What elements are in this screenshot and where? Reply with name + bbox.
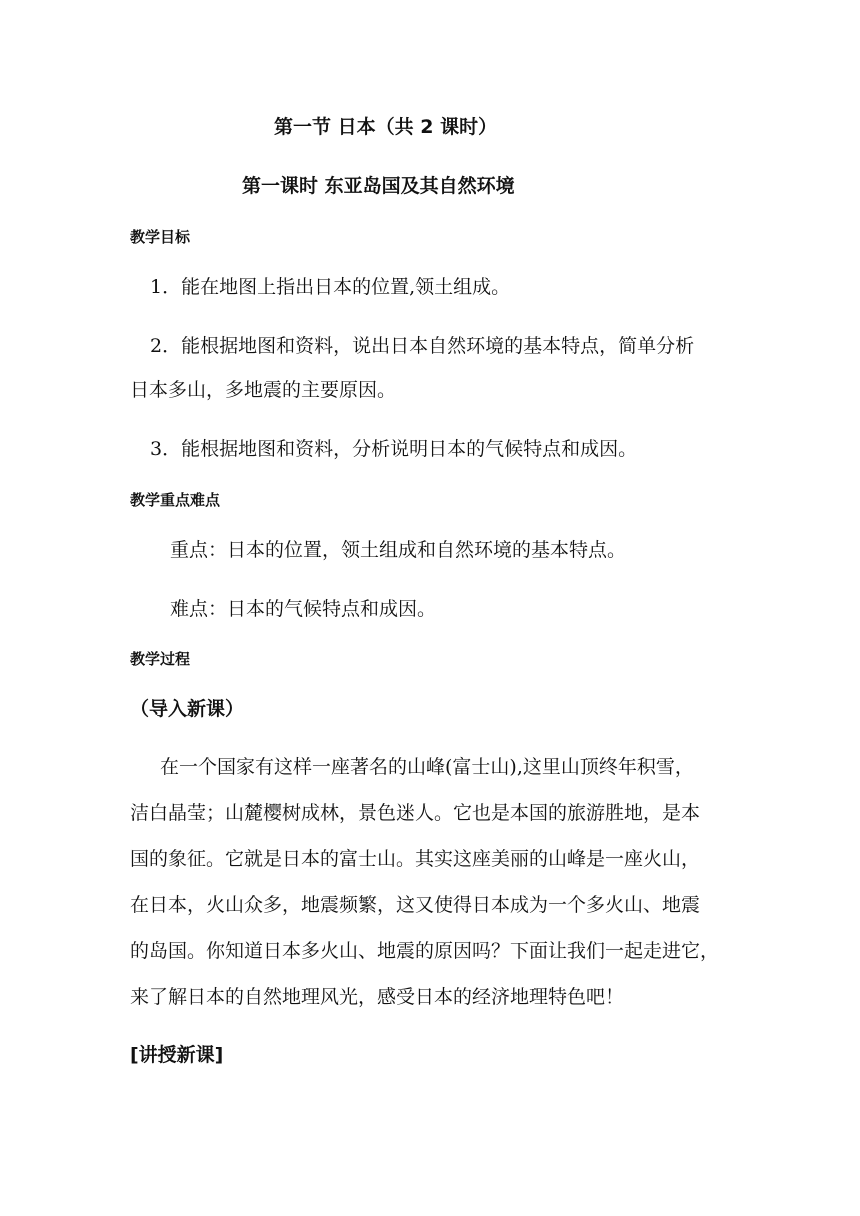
intro-line-1: 在一个国家有这样一座著名的山峰(富士山),这里山顶终年积雪， <box>160 756 694 778</box>
difficult-point: 难点：日本的气候特点和成因。 <box>170 598 437 620</box>
process-heading: 教学过程 <box>130 650 191 668</box>
intro-line-3: 国的象征。它就是日本的富士山。其实这座美丽的山峰是一座火山， <box>130 848 701 870</box>
key-point: 重点：日本的位置，领土组成和自然环境的基本特点。 <box>170 539 627 561</box>
objective-1: 1．能在地图上指出日本的位置,领土组成。 <box>150 276 511 298</box>
intro-line-2: 洁白晶莹；山麓樱树成林，景色迷人。它也是本国的旅游胜地，是本 <box>130 802 701 824</box>
lesson-subtitle: 第一课时 东亚岛国及其自然环境 <box>242 175 515 197</box>
intro-line-6: 来了解日本的自然地理风光，感受日本的经济地理特色吧！ <box>130 986 625 1008</box>
objective-3: 3．能根据地图和资料，分析说明日本的气候特点和成因。 <box>150 438 638 460</box>
key-points-heading: 教学重点难点 <box>130 491 221 509</box>
intro-line-4: 在日本，火山众多，地震频繁，这又使得日本成为一个多火山、地震 <box>130 894 701 916</box>
new-lesson-heading: [讲授新课] <box>130 1044 224 1066</box>
objective-2-continued: 日本多山，多地震的主要原因。 <box>130 379 397 401</box>
intro-line-5: 的岛国。你知道日本多火山、地震的原因吗？下面让我们一起走进它， <box>130 940 720 962</box>
page-title: 第一节 日本（共 2 课时） <box>274 116 498 138</box>
intro-heading: （导入新课） <box>130 698 245 720</box>
objectives-heading: 教学目标 <box>130 228 191 246</box>
objective-2: 2．能根据地图和资料，说出日本自然环境的基本特点，简单分析 <box>150 335 695 357</box>
